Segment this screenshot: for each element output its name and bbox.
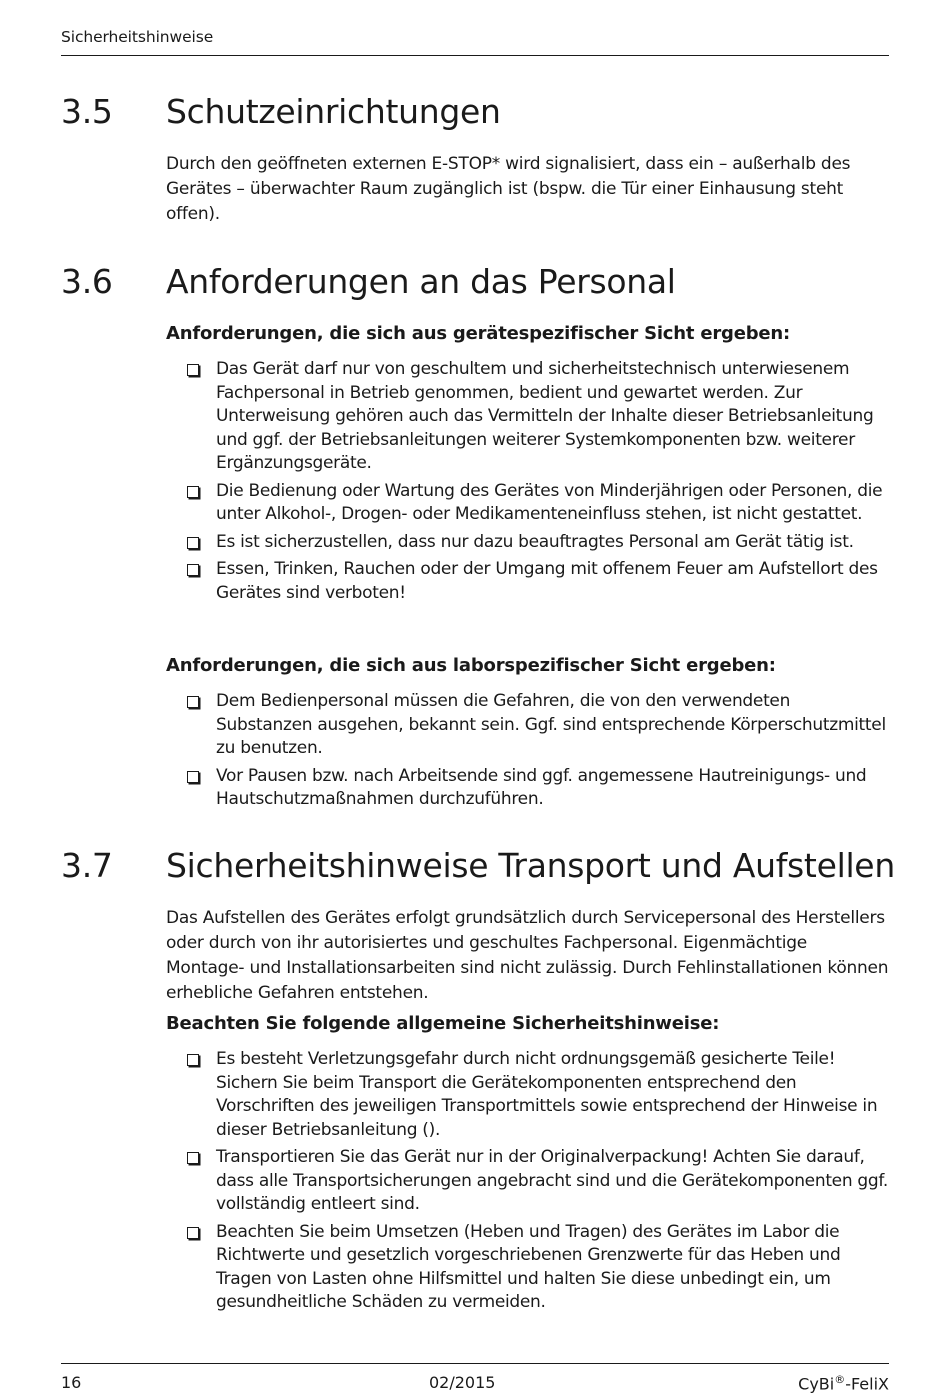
subsection-heading: Anforderungen, die sich aus laborspezifischer Sicht ergeben: — [166, 655, 776, 676]
checkbox-bullet-icon — [187, 696, 199, 708]
page-number: 16 — [61, 1373, 82, 1392]
footer-rule — [61, 1363, 889, 1364]
subsection-heading: Anforderungen, die sich aus gerätespezifischer Sicht ergeben: — [166, 323, 791, 344]
list-item: Es ist sicherzustellen, dass nur dazu beauftragtes Personal am Gerät tätig ist. — [183, 531, 889, 555]
list-item: Beachten Sie beim Umsetzen (Heben und Tragen) des Gerätes im Labor die Richtwerte und gesetzlich vorgeschriebenen Grenzwerte für das Heben und Tragen von Lasten ohne Hilfsmittel und halten Sie diese unbedingt ein, um gesundheitliche Schäden zu vermeiden. — [183, 1221, 889, 1315]
list-item: Die Bedienung oder Wartung des Gerätes von Minderjährigen oder Personen, die unter Alkohol-, Drogen- oder Medikamenteneinfluss stehen, ist nicht gestattet. — [183, 480, 889, 527]
list-item: Transportieren Sie das Gerät nur in der Originalverpackung! Achten Sie darauf, dass alle Transportsicherungen angebracht sind und die Gerätekomponenten ggf. vollständig entleert sind. — [183, 1146, 889, 1217]
list-item: Das Gerät darf nur von geschultem und sicherheitstechnisch unterwiesenem Fachpersonal in Betrieb genommen, bedient und gewartet werden. Zur Unterweisung gehören auch das Vermitteln der Inhalte dieser Betriebsanleitung und ggf. der Betriebsanleitungen weiterer Systemkomponenten bzw. weiterer Ergänzungsgeräte. — [183, 358, 889, 476]
checkbox-bullet-icon — [187, 537, 199, 549]
section-3-6 — [61, 262, 889, 609]
subsection-lab-requirements — [61, 654, 889, 816]
section-heading — [61, 92, 889, 142]
list-item: Vor Pausen bzw. nach Arbeitsende sind ggf. angemessene Hautreinigungs- und Hautschutzmaßnahmen durchzuführen. — [183, 765, 889, 812]
list-item: Es besteht Verletzungsgefahr durch nicht ordnungsgemäß gesicherte Teile! Sichern Sie beim Transport die Gerätekomponenten entsprechend den Vorschriften des jeweiligen Transportmittels sowie entsprechend der Hinweise in dieser Betriebsanleitung (). — [183, 1048, 889, 1142]
checkbox-bullet-icon — [187, 771, 199, 783]
running-header: Sicherheitshinweise — [61, 28, 214, 46]
section-number: 3.5 — [61, 92, 113, 131]
header-rule — [61, 55, 889, 56]
checkbox-bullet-icon — [187, 486, 199, 498]
checklist — [183, 358, 889, 605]
list-item: Dem Bedienpersonal müssen die Gefahren, die von den verwendeten Substanzen ausgehen, bekannt sein. Ggf. sind entsprechende Körperschutzmittel zu benutzen. — [183, 690, 889, 761]
checkbox-bullet-icon — [187, 1054, 199, 1066]
product-name-base: CyBi — [798, 1374, 835, 1394]
section-3-7 — [61, 846, 895, 1319]
registered-mark: ® — [834, 1373, 846, 1386]
product-name — [798, 1373, 889, 1393]
section-3-5 — [61, 92, 889, 227]
subsection-heading: Beachten Sie folgende allgemeine Sicherheitshinweise: — [166, 1013, 720, 1034]
section-heading — [61, 262, 889, 312]
section-number: 3.7 — [61, 846, 113, 885]
page-footer — [61, 1373, 889, 1395]
checklist — [183, 690, 889, 812]
section-heading — [61, 846, 895, 896]
checkbox-bullet-icon — [187, 1227, 199, 1239]
section-paragraph: Durch den geöffneten externen E-STOP* wird signalisiert, dass ein – außerhalb des Gerätes – überwachter Raum zugänglich ist (bspw. die Tür einer Einhausung steht offen). — [166, 154, 851, 224]
checkbox-bullet-icon — [187, 564, 199, 576]
section-title: Sicherheitshinweise Transport und Aufstellen — [166, 846, 895, 885]
checklist — [183, 1048, 889, 1315]
list-item: Essen, Trinken, Rauchen oder der Umgang mit offenem Feuer am Aufstellort des Gerätes sind verboten! — [183, 558, 889, 605]
checkbox-bullet-icon — [187, 364, 199, 376]
checkbox-bullet-icon — [187, 1152, 199, 1164]
section-title: Anforderungen an das Personal — [166, 262, 676, 301]
section-title: Schutzeinrichtungen — [166, 92, 501, 131]
footer-date: 02/2015 — [429, 1373, 496, 1392]
section-paragraph: Das Aufstellen des Gerätes erfolgt grundsätzlich durch Servicepersonal des Herstellers oder durch von ihr autorisiertes und geschultes Fachpersonal. Eigenmächtige Montage- und Installationsarbeiten sind nicht zulässig. Durch Fehlinstallationen können erhebliche Gefahren entstehen. — [166, 908, 889, 1003]
product-name-suffix: -FeliX — [845, 1374, 889, 1394]
section-number: 3.6 — [61, 262, 113, 301]
